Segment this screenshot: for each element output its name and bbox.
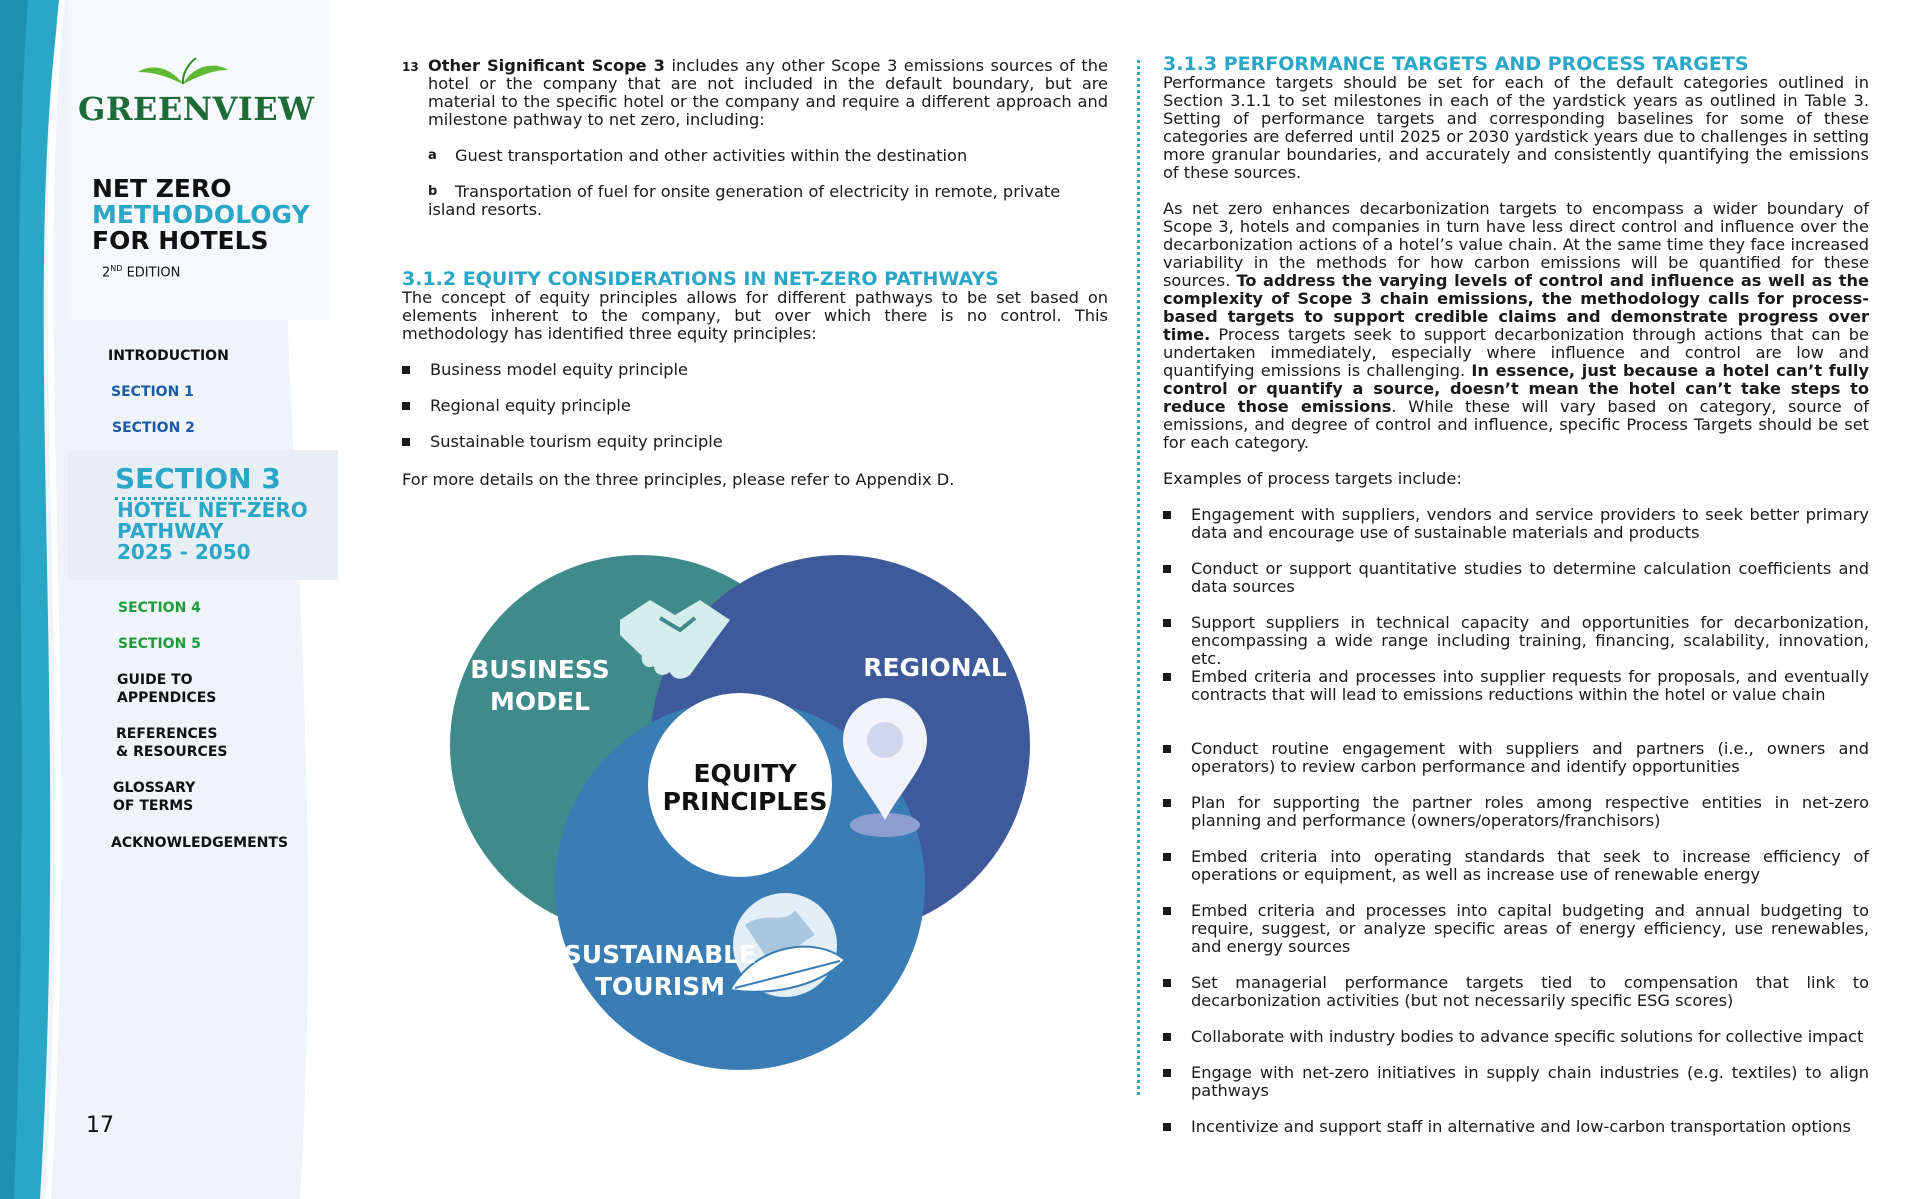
nav-guide-to-appendices[interactable]: GUIDE TO APPENDICES [117,672,217,706]
logo-wordmark: GREENVIEW [78,90,315,128]
center-label-2: PRINCIPLES [662,787,828,816]
footnote-number: 13 [402,60,419,74]
column-divider [1137,60,1140,1095]
nav-glossary[interactable]: GLOSSARY OF TERMS [113,780,196,814]
heading-3-1-3: 3.1.3 PERFORMANCE TARGETS AND PROCESS TARGETS [1163,53,1749,75]
heading-3-1-2: 3.1.2 EQUITY CONSIDERATIONS IN NET-ZERO PATHWAYS [402,268,999,290]
equity-principles-diagram [420,530,1080,1070]
title-line-1: NET ZERO [92,174,232,203]
nav-section-5[interactable]: SECTION 5 [118,636,201,652]
left-column [402,57,1108,489]
paragraph-performance-targets: Performance targets should be set for each of the default categories outlined in Section 3.1.1 to set milestones in each of the yardstick years as outlined in Table 3. Setting of performance targets and corresponding baselines for some of these categories are deferred until 2025 or 2030 yardstick years due to challenges in setting more granular boundaries, and accurately and consistently quantifying the emissions of these sources. [1163,73,1869,182]
paragraph-process-targets: As net zero enhances decarbonization targets to encompass a wider boundary of Scope 3, hotels and companies in turn have less direct control and influence over the decarbonization actions of a hotel’s value chain. At the same time they face increased variability in the methods for how carbon emissions will be quantified for these sources. To address the varying levels of control and influence as well as the complexity of Scope 3 chain emissions, the methodology calls for process-based targets to support credible claims and demonstrate progress over time. Process targets seek to support decarbonization through actions that can be undertaken immediately, especially where influence and control are low and quantifying emissions is challenging. In essence, just because a hotel can’t fully control or quantify a source, doesn’t mean the hotel can’t take steps to reduce those emissions. While these will vary based on category, source of emissions, and degree of control and influence, specific Process Targets should be set for each category. [1163,199,1870,452]
business-model-label-2: MODEL [490,687,590,716]
nav-introduction[interactable]: INTRODUCTION [108,348,229,364]
footnote-13-title: Other Significant Scope 3 [428,56,665,75]
footnote-sub-b: b Transportation of fuel for onsite generation of electricity in remote, private island resorts. [428,182,1061,219]
footnote-13 [402,57,1108,129]
sustainable-tourism-label-2: TOURISM [594,972,726,1001]
nav-section-4[interactable]: SECTION 4 [118,600,201,616]
document-title [92,176,310,286]
greenview-logo [78,50,278,94]
nav-acknowledgements[interactable]: ACKNOWLEDGEMENTS [111,835,289,851]
title-line-2: METHODOLOGY [92,200,310,229]
regional-label: REGIONAL [863,653,1007,682]
nav-section-1[interactable]: SECTION 1 [111,384,194,400]
edition-label: 2ND EDITION [102,264,181,281]
examples-list: Engagement with suppliers, vendors and service providers to seek better primary data and encourage use of sustainable materials and products Conduct or support quantitative studies to determine calculation coefficients and data sources Support suppliers in technical capacity and opportunities for decarbonization, encompassing a wide range including training, financing, scalability, innovation, etc. Embed criteria and processes into supplier requests for proposals, and eventually contracts that will lead to emissions reductions within the hotel or value chain Conduct routine engagement with suppliers and partners (i.e., owners and operators) to review carbon performance and identify opportunities Plan for supporting the partner roles among respective entities in net-zero planning and performance (owners/operators/franchisors) Embed criteria into operating standards that seek to increase efficiency of operations or equipment, as well as increase use of renewable energy Embed criteria and processes into capital budgeting and annual budgeting to require, suggest, or analyze specific areas of energy efficiency, use renewables, and energy sources Set managerial performance targets tied to compensation that link to decarbonization activities (but not necessarily specific ESG scores) Collaborate with industry bodies to advance specific solutions for collective impact Engage with net-zero initiatives in supply chain industries (e.g. textiles) to align pathways Incentivize and support staff in alternative and low-carbon transportation options [1163,506,1869,1146]
right-column [1163,54,1869,1146]
nav-references[interactable]: REFERENCES & RESOURCES [116,726,228,760]
center-label-1: EQUITY [693,759,797,788]
footnote-sub-a: a Guest transportation and other activities within the destination [428,146,968,165]
examples-intro: Examples of process targets include: [1163,469,1462,488]
appendix-reference: For more details on the three principles, please refer to Appendix D. [402,470,955,489]
title-line-3: FOR HOTELS [92,226,269,255]
section-3-subtitle: HOTEL NET-ZERO PATHWAY 2025 - 2050 [117,498,308,564]
nav-section-3[interactable]: SECTION 3 [115,462,281,500]
sidebar [0,0,340,1199]
paragraph-3-1-2: The concept of equity principles allows for different pathways to be set based on elements inherent to the company, but over which there is no control. This methodology has identified three equity principles: [402,288,1108,343]
page-number: 17 [86,1113,114,1138]
footnote-13-text: includes any other Scope 3 emissions sources of the hotel or the company that are not included in the default boundary, but are material to the specific hotel or the company and require a different approach and milestone pathway to net zero, including: [428,56,1108,129]
sustainable-tourism-label-1: SUSTAINABLE [563,940,757,969]
business-model-label-1: BUSINESS [470,655,610,684]
leaf-icon [78,50,278,90]
principles-list: Business model equity principle Regional equity principle Sustainable tourism equity principle [402,361,1108,471]
nav-section-2[interactable]: SECTION 2 [112,420,195,436]
